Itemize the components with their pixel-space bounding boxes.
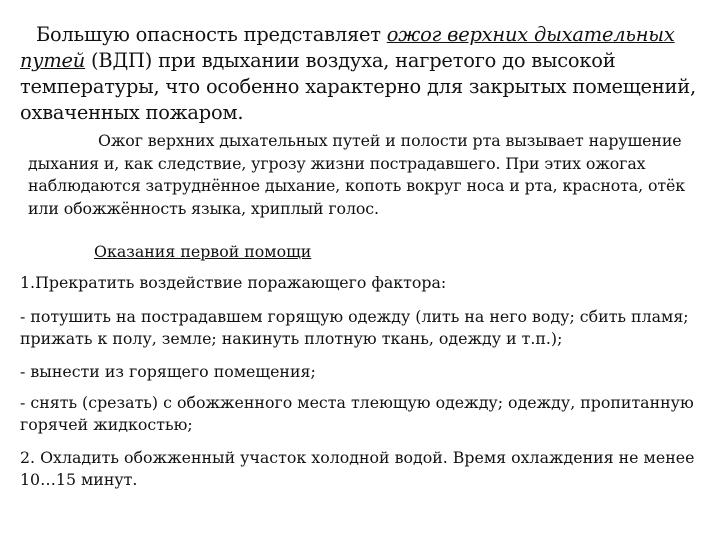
first-aid-heading: Оказания первой помощи (94, 242, 312, 261)
symptoms-paragraph (28, 130, 708, 220)
intro-paragraph (20, 22, 710, 126)
bullet-item-evacuate: - вынести из горящего помещения; (20, 362, 316, 381)
step-1: 1.Прекратить воздействие поражающего фактора: (20, 273, 447, 292)
intro-text-end: (ВДП) при вдыхании воздуха, нагретого до высокой температуры, что особенно характерно для закрытых помещений, охваченных пожаром. (20, 49, 696, 124)
bullet-item-remove-clothing: - снять (срезать) с обожженного места тлеющую одежду; одежду, пропитанную горячей жидкостью; (20, 393, 694, 434)
symptoms-text: Ожог верхних дыхательных путей и полости рта вызывает нарушение дыхания и, как следствие, угрозу жизни пострадавшего. При этих ожогах наблюдаются затруднённое дыхание, копоть вокруг носа и рта, краснота, отёк или обожжённость языка, хриплый голос. (28, 131, 686, 218)
intro-text-start: Большую опасность представляет (36, 23, 387, 46)
step-2: 2. Охладить обожженный участок холодной водой. Время охлаждения не менее 10…15 минут. (20, 448, 695, 489)
intro-emphasis: ожог верхних дыхательных путей (20, 23, 675, 72)
bullet-item-extinguish: - потушить на пострадавшем горящую одежду (лить на него воду; сбить пламя; прижать к полу, земле; накинуть плотную ткань, одежду и т.п.); (20, 307, 689, 348)
